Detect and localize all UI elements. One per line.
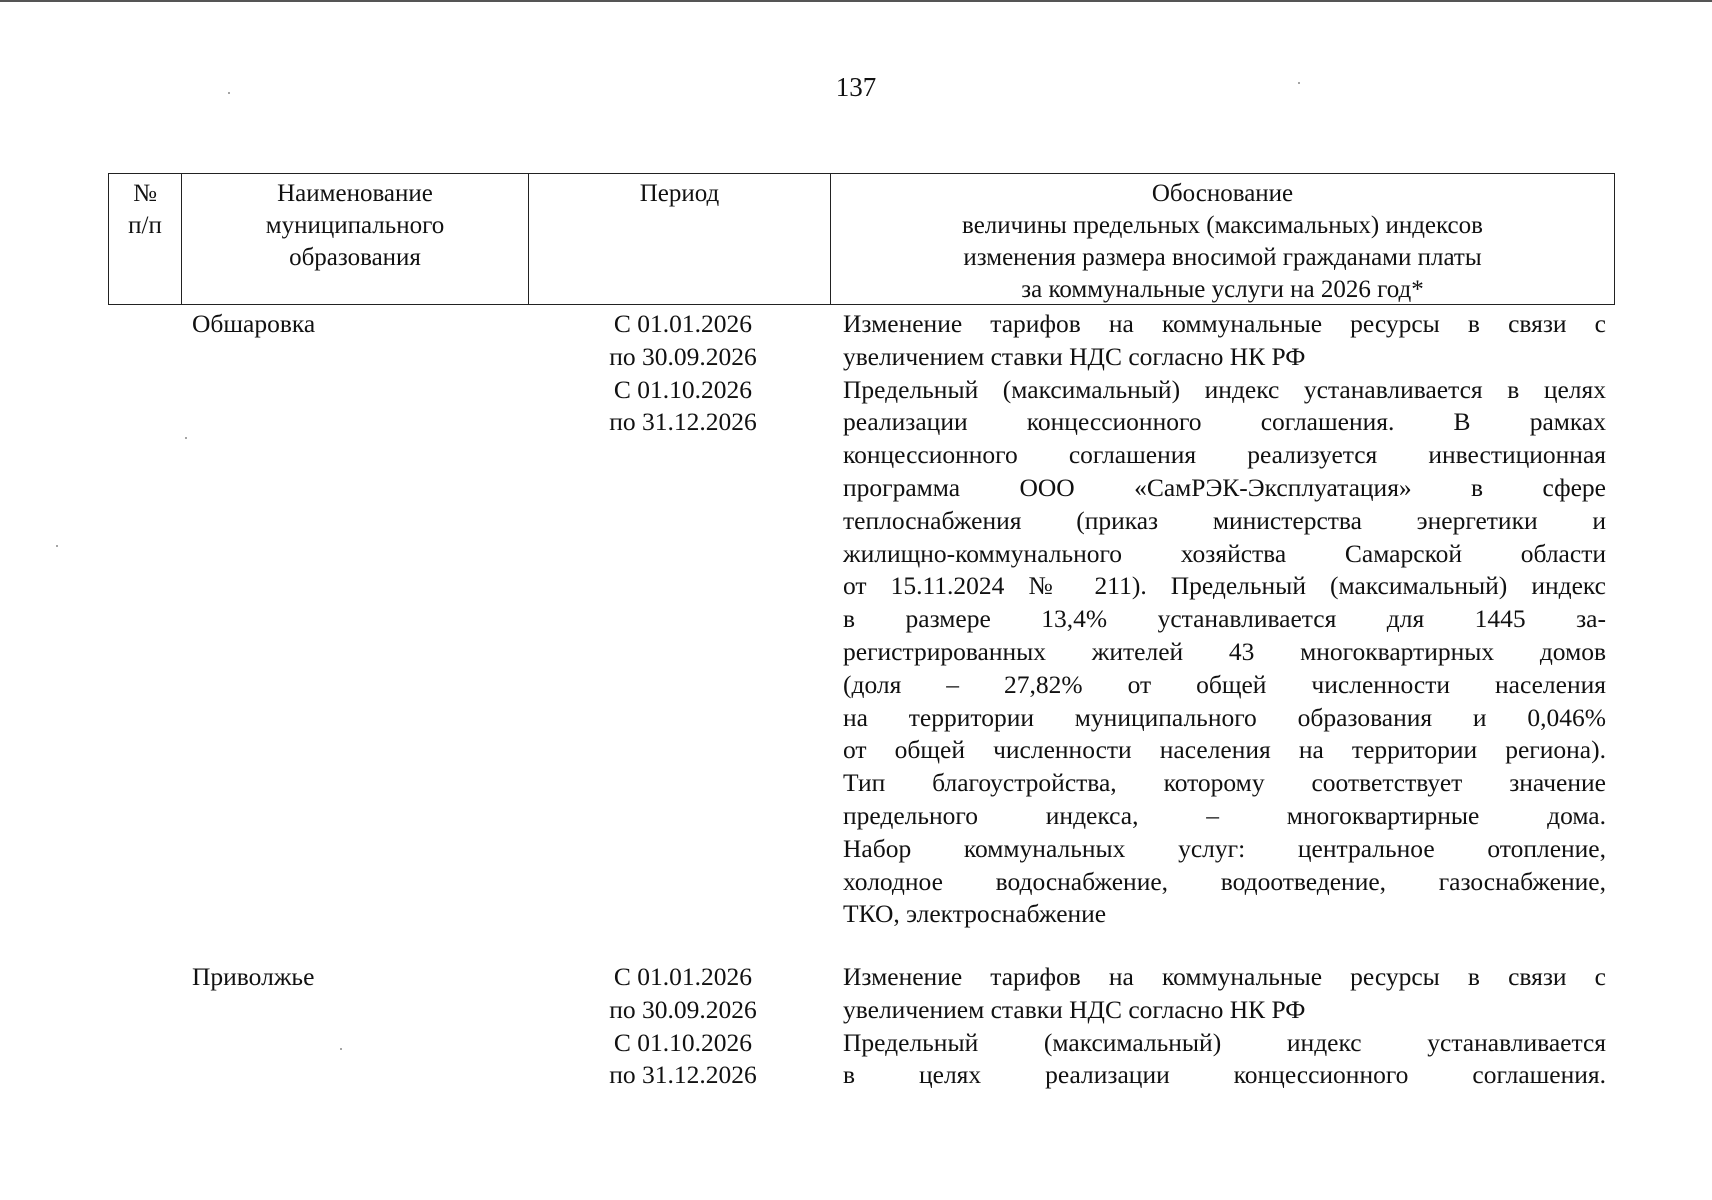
period-line: по 31.12.2026 [609, 1060, 757, 1090]
basis-line: в размере 13,4% устанавливается для 1445 за- [843, 604, 1606, 634]
period-line: по 31.12.2026 [609, 407, 757, 437]
header-text-line: за коммунальные услуги на 2026 год* [1021, 276, 1424, 303]
basis-line: реализации концессионного соглашения. В рамках [843, 407, 1606, 437]
basis-line: на территории муниципального образования и 0,046% [843, 702, 1606, 732]
municipality-name: Обшаровка [192, 309, 316, 338]
scan-speck [340, 1048, 342, 1050]
scan-edge [0, 0, 1712, 2]
header-text-line: п/п [128, 212, 162, 239]
header-col-basis [830, 174, 1614, 304]
basis-line: холодное водоснабжение, водоотведение, газоснабжение, [843, 866, 1606, 896]
header-text-line: Обоснование [1151, 180, 1294, 207]
basis-line: ТКО, электроснабжение [843, 899, 1107, 929]
period-line: С 01.10.2026 [613, 374, 753, 404]
header-col-number [109, 174, 181, 304]
basis-line: программа ООО «СамРЭК-Эксплуатация» в сфере [843, 472, 1606, 502]
basis-line: предельного индекса, – многоквартирные дома. [843, 800, 1606, 830]
basis-line: от общей численности населения на территории региона). [843, 735, 1606, 765]
basis-line: Набор коммунальных услуг: центральное отопление, [843, 833, 1606, 863]
period-cell [563, 961, 803, 1092]
header-text-line: величины предельных (максимальных) индексов [962, 212, 1483, 239]
basis-line: увеличением ставки НДС согласно НК РФ [843, 994, 1306, 1024]
basis-line: (доля – 27,82% от общей численности населения [843, 669, 1606, 699]
basis-line: Тип благоустройства, которому соответствует значение [843, 768, 1606, 798]
header-text-line: Период [639, 180, 720, 207]
table-header [108, 173, 1615, 305]
header-text-line: изменения размера вносимой гражданами платы [963, 244, 1482, 271]
basis-line: в целях реализации концессионного соглашения. [843, 1060, 1606, 1090]
period-line: С 01.10.2026 [613, 1027, 753, 1057]
scan-speck [1298, 82, 1300, 84]
basis-line: жилищно-коммунального хозяйства Самарской области [843, 538, 1606, 568]
basis-line: Предельный (максимальный) индекс устанавливается в целях [843, 374, 1606, 404]
basis-line: концессионного соглашения реализуется инвестиционная [843, 440, 1606, 470]
municipality-name: Приволжье [192, 962, 315, 991]
header-text-line: № [133, 180, 157, 207]
basis-cell [843, 308, 1606, 931]
basis-line: Предельный (максимальный) индекс устанавливается [843, 1027, 1606, 1057]
header-text-line: образования [289, 244, 421, 271]
basis-line: регистрированных жителей 43 многоквартирных домов [843, 636, 1606, 666]
scan-speck [185, 437, 187, 439]
header-text-line: муниципального [265, 212, 445, 239]
period-line: по 30.09.2026 [609, 994, 757, 1024]
basis-line: теплоснабжения (приказ министерства энергетики и [843, 505, 1606, 535]
period-cell [563, 308, 803, 439]
scan-speck [228, 92, 230, 94]
period-line: С 01.01.2026 [613, 962, 753, 991]
scan-speck [56, 545, 58, 547]
basis-line: от 15.11.2024 № 211). Предельный (максимальный) индекс [843, 571, 1606, 601]
header-text-line: Наименование [277, 180, 433, 207]
period-line: по 30.09.2026 [609, 341, 757, 371]
header-col-period [528, 174, 830, 304]
basis-line: Изменение тарифов на коммунальные ресурсы в связи с [843, 962, 1606, 991]
header-col-name [181, 174, 528, 304]
period-line: С 01.01.2026 [613, 309, 753, 338]
page-number: 137 [835, 72, 877, 102]
basis-line: увеличением ставки НДС согласно НК РФ [843, 341, 1306, 371]
basis-cell [843, 961, 1606, 1092]
basis-line: Изменение тарифов на коммунальные ресурсы в связи с [843, 309, 1606, 338]
